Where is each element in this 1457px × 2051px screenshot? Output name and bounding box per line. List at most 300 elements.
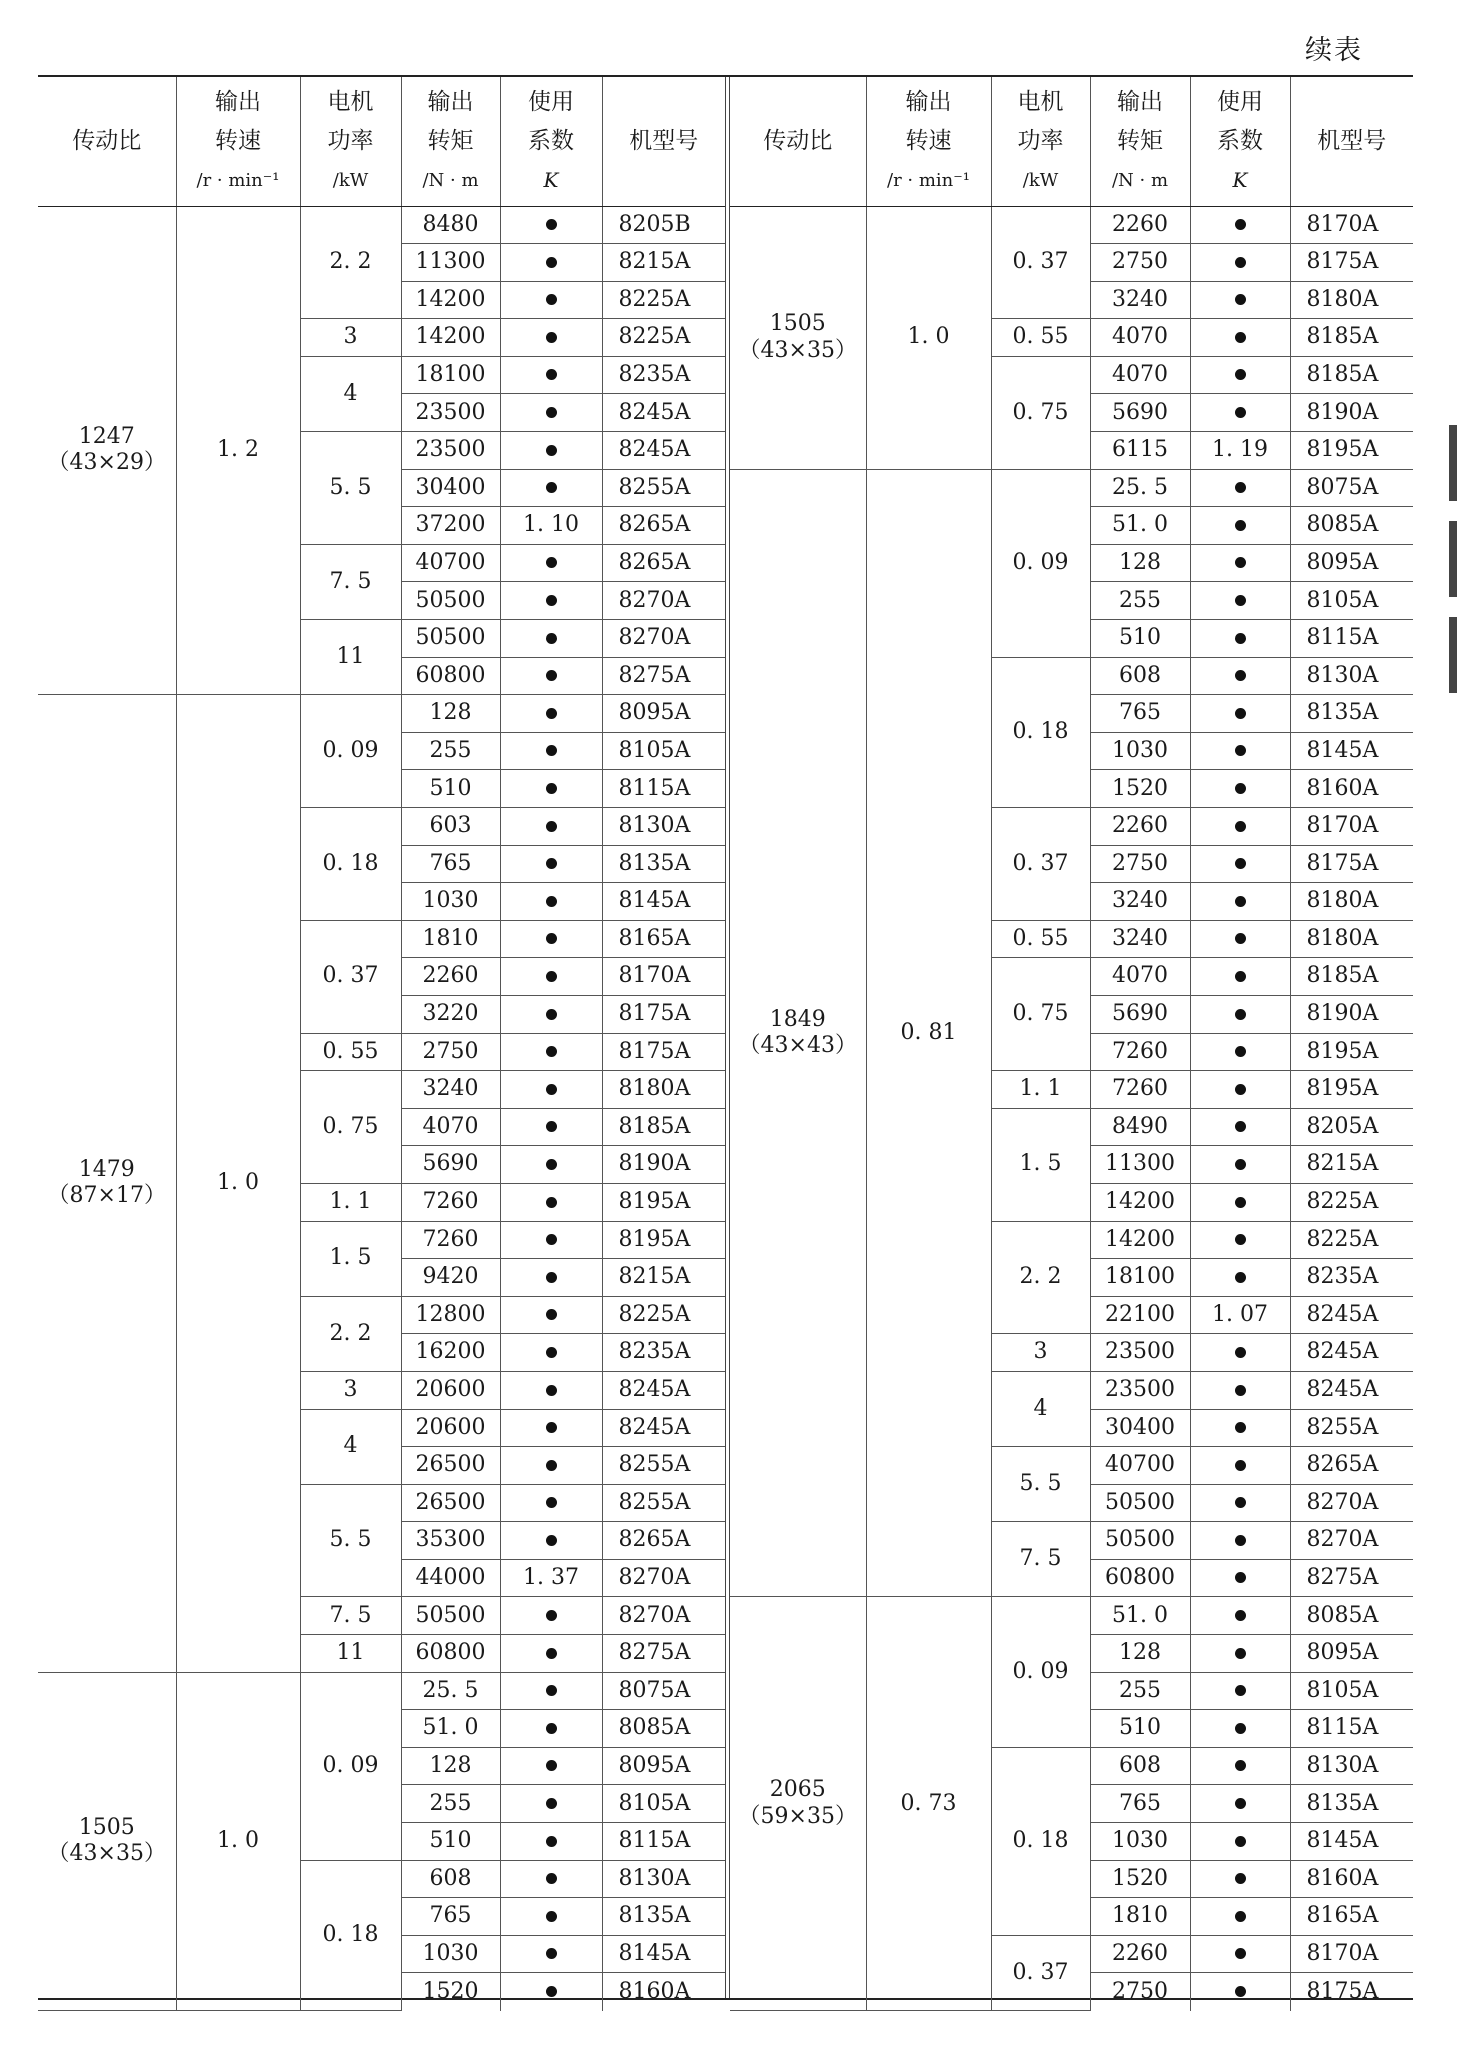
torque-cell: 1810: [1090, 1898, 1190, 1936]
model-number-cell: 8130A: [1290, 1747, 1413, 1785]
service-factor-cell: [500, 883, 602, 921]
header-ratio: 传动比: [38, 77, 176, 206]
bullet-dot-icon: [1235, 520, 1246, 531]
model-number-cell: 8160A: [1290, 770, 1413, 808]
header-output-torque: [401, 77, 500, 206]
bullet-dot-icon: [546, 1385, 557, 1396]
bullet-dot-icon: [1235, 369, 1246, 380]
torque-cell: 8480: [401, 206, 500, 244]
model-number-cell: 8135A: [1290, 1785, 1413, 1823]
table-row: [38, 695, 725, 733]
model-number-cell: 8115A: [602, 1823, 725, 1861]
gear-combination: （43×29）: [47, 450, 166, 476]
torque-cell: 7260: [401, 1221, 500, 1259]
table-row: [38, 1672, 725, 1710]
table-row: [730, 206, 1413, 244]
header-service-factor: [1190, 77, 1290, 206]
bullet-dot-icon: [546, 1197, 557, 1208]
service-factor-cell: [500, 920, 602, 958]
ratio-value: 1479: [78, 1157, 135, 1183]
bullet-dot-icon: [1235, 1159, 1246, 1170]
model-number-cell: 8265A: [602, 1522, 725, 1560]
model-number-cell: 8165A: [1290, 1898, 1413, 1936]
service-factor-cell: [1190, 958, 1290, 996]
bullet-dot-icon: [1235, 1084, 1246, 1095]
torque-cell: 40700: [1090, 1447, 1190, 1485]
gear-combination: （43×35）: [47, 1841, 166, 1867]
service-factor-cell: [1190, 770, 1290, 808]
model-number-cell: 8180A: [1290, 883, 1413, 921]
model-number-cell: 8245A: [602, 1409, 725, 1447]
motor-power-cell: 3: [300, 1371, 401, 1409]
motor-power-cell: 2. 2: [300, 206, 401, 319]
torque-cell: 23500: [401, 432, 500, 470]
table-row: [730, 1597, 1413, 1635]
service-factor-cell: [1190, 582, 1290, 620]
torque-cell: 11300: [1090, 1146, 1190, 1184]
bullet-dot-icon: [1235, 708, 1246, 719]
model-number-cell: 8225A: [602, 1296, 725, 1334]
torque-cell: 2750: [401, 1033, 500, 1071]
bullet-dot-icon: [546, 858, 557, 869]
torque-cell: 50500: [1090, 1522, 1190, 1560]
torque-cell: 4070: [1090, 356, 1190, 394]
torque-cell: 510: [401, 770, 500, 808]
torque-cell: 14200: [401, 281, 500, 319]
service-factor-cell: [1190, 1221, 1290, 1259]
service-factor-cell: [1190, 1033, 1290, 1071]
torque-cell: 14200: [1090, 1221, 1190, 1259]
torque-cell: 60800: [401, 657, 500, 695]
bullet-dot-icon: [1235, 1760, 1246, 1771]
service-factor-cell: [1190, 1973, 1290, 2011]
model-number-cell: 8185A: [1290, 319, 1413, 357]
header-service-factor-line: 系数: [528, 127, 574, 154]
header-ratio: 传动比: [730, 77, 866, 206]
model-number-cell: 8095A: [1290, 544, 1413, 582]
model-number-cell: 8265A: [602, 544, 725, 582]
bullet-dot-icon: [1235, 933, 1246, 944]
service-factor-cell: 1. 37: [500, 1559, 602, 1597]
bullet-dot-icon: [546, 1234, 557, 1245]
service-factor-cell: [1190, 1672, 1290, 1710]
table-row: [730, 469, 1413, 507]
header-motor-power-line: 功率: [1017, 127, 1064, 154]
motor-power-cell: 2. 2: [991, 1221, 1090, 1334]
bullet-dot-icon: [1235, 896, 1246, 907]
service-factor-cell: [1190, 244, 1290, 282]
motor-power-cell: 3: [991, 1334, 1090, 1372]
service-factor-cell: [500, 1710, 602, 1748]
header-row: [38, 77, 725, 206]
service-factor-cell: [500, 356, 602, 394]
torque-cell: 18100: [1090, 1259, 1190, 1297]
left-table-body: [38, 206, 725, 2011]
ratio-cell: [730, 206, 866, 469]
service-factor-cell: [1190, 206, 1290, 244]
service-factor-cell: [1190, 1409, 1290, 1447]
service-factor-cell: [500, 1635, 602, 1673]
torque-cell: 9420: [401, 1259, 500, 1297]
service-factor-cell: [1190, 1823, 1290, 1861]
service-factor-cell: [500, 1522, 602, 1560]
bullet-dot-icon: [546, 1121, 557, 1132]
bullet-dot-icon: [1235, 1422, 1246, 1433]
model-number-cell: 8195A: [602, 1183, 725, 1221]
service-factor-cell: [1190, 1747, 1290, 1785]
model-number-cell: 8085A: [602, 1710, 725, 1748]
bullet-dot-icon: [1235, 1046, 1246, 1057]
motor-power-cell: 0. 37: [300, 920, 401, 1033]
service-factor-cell: [500, 432, 602, 470]
service-factor-cell: [1190, 1183, 1290, 1221]
bullet-dot-icon: [1235, 783, 1246, 794]
bullet-dot-icon: [1235, 557, 1246, 568]
header-model: 机型号: [602, 77, 725, 206]
service-factor-cell: [500, 544, 602, 582]
torque-cell: 51. 0: [401, 1710, 500, 1748]
torque-cell: 22100: [1090, 1296, 1190, 1334]
model-number-cell: 8180A: [602, 1071, 725, 1109]
gear-combination: （87×17）: [47, 1183, 166, 1209]
ratio-value: 1849: [769, 1006, 826, 1032]
torque-cell: 4070: [1090, 958, 1190, 996]
service-factor-cell: 1. 07: [1190, 1296, 1290, 1334]
model-number-cell: 8135A: [602, 1898, 725, 1936]
service-factor-cell: [1190, 1898, 1290, 1936]
service-factor-cell: [1190, 1785, 1290, 1823]
torque-cell: 7260: [401, 1183, 500, 1221]
model-number-cell: 8170A: [1290, 206, 1413, 244]
torque-cell: 50500: [401, 1597, 500, 1635]
bullet-dot-icon: [1235, 745, 1246, 756]
motor-power-cell: 0. 75: [991, 958, 1090, 1071]
torque-cell: 128: [1090, 1635, 1190, 1673]
header-motor-power-line: 功率: [327, 127, 374, 154]
bullet-dot-icon: [546, 1948, 557, 1959]
header-motor-power-line: /kW: [332, 169, 369, 191]
bullet-dot-icon: [1235, 821, 1246, 832]
bullet-dot-icon: [546, 595, 557, 606]
service-factor-cell: [500, 582, 602, 620]
model-number-cell: 8270A: [602, 1559, 725, 1597]
service-factor-cell: [1190, 281, 1290, 319]
torque-cell: 765: [1090, 695, 1190, 733]
torque-cell: 4070: [401, 1108, 500, 1146]
model-number-cell: 8095A: [602, 695, 725, 733]
bullet-dot-icon: [1235, 1948, 1246, 1959]
output-speed-cell: 0. 81: [866, 469, 991, 1597]
model-number-cell: 8255A: [1290, 1409, 1413, 1447]
motor-power-cell: 0. 75: [300, 1071, 401, 1184]
service-factor-cell: [1190, 883, 1290, 921]
motor-power-cell: 1. 1: [300, 1183, 401, 1221]
service-factor-cell: [1190, 507, 1290, 545]
service-factor-cell: [1190, 319, 1290, 357]
torque-cell: 20600: [401, 1371, 500, 1409]
model-number-cell: 8255A: [602, 1447, 725, 1485]
bullet-dot-icon: [1235, 1723, 1246, 1734]
bullet-dot-icon: [546, 257, 557, 268]
torque-cell: 60800: [401, 1635, 500, 1673]
bullet-dot-icon: [546, 1760, 557, 1771]
bullet-dot-icon: [546, 1836, 557, 1847]
bullet-dot-icon: [1235, 1197, 1246, 1208]
service-factor-cell: [1190, 732, 1290, 770]
bullet-dot-icon: [546, 445, 557, 456]
service-factor-cell: [500, 958, 602, 996]
service-factor-cell: [500, 1935, 602, 1973]
torque-cell: 4070: [1090, 319, 1190, 357]
torque-cell: 6115: [1090, 432, 1190, 470]
service-factor-cell: [500, 1898, 602, 1936]
service-factor-cell: [1190, 1710, 1290, 1748]
service-factor-cell: [500, 1183, 602, 1221]
torque-cell: 37200: [401, 507, 500, 545]
torque-cell: 510: [1090, 1710, 1190, 1748]
torque-cell: 44000: [401, 1559, 500, 1597]
service-factor-cell: [500, 1371, 602, 1409]
service-factor-cell: [1190, 1597, 1290, 1635]
torque-cell: 608: [401, 1860, 500, 1898]
header-motor-power-line: 电机: [327, 88, 374, 115]
model-number-cell: 8085A: [1290, 507, 1413, 545]
service-factor-cell: [1190, 394, 1290, 432]
service-factor-cell: [1190, 1484, 1290, 1522]
output-speed-cell: 1. 2: [176, 206, 300, 695]
model-number-cell: 8270A: [602, 582, 725, 620]
torque-cell: 23500: [1090, 1334, 1190, 1372]
motor-power-cell: 4: [300, 356, 401, 431]
torque-cell: 14200: [1090, 1183, 1190, 1221]
output-speed-cell: 0. 73: [866, 1597, 991, 2011]
bullet-dot-icon: [546, 821, 557, 832]
bullet-dot-icon: [546, 332, 557, 343]
model-number-cell: 8130A: [602, 808, 725, 846]
model-number-cell: 8190A: [602, 1146, 725, 1184]
torque-cell: 50500: [1090, 1484, 1190, 1522]
torque-cell: 1520: [401, 1973, 500, 2011]
ratio-cell: [730, 1597, 866, 2011]
torque-cell: 2750: [1090, 244, 1190, 282]
right-table: [730, 77, 1413, 2011]
torque-cell: 5690: [1090, 394, 1190, 432]
bullet-dot-icon: [546, 1309, 557, 1320]
torque-cell: 26500: [401, 1447, 500, 1485]
model-number-cell: 8115A: [1290, 620, 1413, 658]
model-number-cell: 8135A: [602, 845, 725, 883]
motor-power-cell: 4: [300, 1409, 401, 1484]
motor-power-cell: 0. 55: [991, 319, 1090, 357]
model-number-cell: 8245A: [1290, 1371, 1413, 1409]
bullet-dot-icon: [546, 407, 557, 418]
header-service-factor-line: K: [1232, 167, 1248, 192]
header-output-speed-line: 转速: [905, 127, 952, 154]
bullet-dot-icon: [546, 1422, 557, 1433]
bullet-dot-icon: [1235, 294, 1246, 305]
bullet-dot-icon: [546, 219, 557, 230]
bullet-dot-icon: [546, 1648, 557, 1659]
header-output-speed-line: 转速: [215, 127, 261, 154]
service-factor-cell: [500, 469, 602, 507]
model-number-cell: 8195A: [602, 1221, 725, 1259]
service-factor-cell: [500, 1296, 602, 1334]
torque-cell: 3240: [1090, 883, 1190, 921]
bullet-dot-icon: [546, 783, 557, 794]
model-number-cell: 8190A: [1290, 394, 1413, 432]
model-number-cell: 8245A: [602, 432, 725, 470]
output-speed-cell: 1. 0: [176, 695, 300, 1672]
header-output-torque-line: /N · m: [1111, 169, 1169, 191]
service-factor-cell: [500, 1146, 602, 1184]
ratio-value: 1505: [769, 311, 826, 337]
bullet-dot-icon: [1235, 407, 1246, 418]
torque-cell: 603: [401, 808, 500, 846]
service-factor-cell: [500, 1409, 602, 1447]
bullet-dot-icon: [1235, 633, 1246, 644]
model-number-cell: 8225A: [602, 281, 725, 319]
torque-cell: 23500: [1090, 1371, 1190, 1409]
bullet-dot-icon: [1235, 482, 1246, 493]
bullet-dot-icon: [1235, 1234, 1246, 1245]
service-factor-cell: [500, 206, 602, 244]
output-speed-cell: 1. 0: [866, 206, 991, 469]
bullet-dot-icon: [1235, 1836, 1246, 1847]
torque-cell: 1030: [1090, 732, 1190, 770]
torque-cell: 510: [1090, 620, 1190, 658]
service-factor-cell: [500, 1597, 602, 1635]
model-number-cell: 8075A: [602, 1672, 725, 1710]
bullet-dot-icon: [1235, 1460, 1246, 1471]
header-output-speed-line: 输出: [905, 88, 952, 115]
service-factor-cell: [500, 281, 602, 319]
service-factor-cell: [500, 319, 602, 357]
motor-power-cell: 0. 09: [300, 695, 401, 808]
motor-power-cell: 5. 5: [991, 1447, 1090, 1522]
model-number-cell: 8175A: [602, 995, 725, 1033]
header-output-torque-line: 输出: [427, 88, 474, 115]
torque-cell: 14200: [401, 319, 500, 357]
torque-cell: 8490: [1090, 1108, 1190, 1146]
model-number-cell: 8130A: [602, 1860, 725, 1898]
torque-cell: 2750: [1090, 845, 1190, 883]
service-factor-cell: [500, 1071, 602, 1109]
motor-power-cell: 0. 18: [300, 808, 401, 921]
header-service-factor: [500, 77, 602, 206]
service-factor-cell: [500, 1672, 602, 1710]
service-factor-cell: [1190, 657, 1290, 695]
bullet-dot-icon: [1235, 858, 1246, 869]
bullet-dot-icon: [546, 1084, 557, 1095]
service-factor-cell: [500, 995, 602, 1033]
model-number-cell: 8145A: [602, 883, 725, 921]
model-number-cell: 8195A: [1290, 1033, 1413, 1071]
model-number-cell: 8095A: [602, 1747, 725, 1785]
bullet-dot-icon: [546, 557, 557, 568]
torque-cell: 20600: [401, 1409, 500, 1447]
table-container: [38, 75, 1413, 2004]
model-number-cell: 8130A: [1290, 657, 1413, 695]
motor-power-cell: 0. 37: [991, 808, 1090, 921]
motor-power-cell: 5. 5: [300, 432, 401, 545]
model-number-cell: 8190A: [1290, 995, 1413, 1033]
ratio-cell: [38, 206, 176, 695]
model-number-cell: 8145A: [1290, 732, 1413, 770]
torque-cell: 1030: [401, 883, 500, 921]
header-output-torque: [1090, 77, 1190, 206]
motor-power-cell: 3: [300, 319, 401, 357]
service-factor-cell: [500, 657, 602, 695]
model-number-cell: 8205A: [1290, 1108, 1413, 1146]
bullet-dot-icon: [1235, 332, 1246, 343]
bullet-dot-icon: [546, 1159, 557, 1170]
model-number-cell: 8160A: [602, 1973, 725, 2011]
model-number-cell: 8255A: [602, 1484, 725, 1522]
motor-power-cell: 0. 37: [991, 206, 1090, 319]
service-factor-cell: [500, 1221, 602, 1259]
torque-cell: 765: [401, 1898, 500, 1936]
model-number-cell: 8115A: [1290, 1710, 1413, 1748]
torque-cell: 25. 5: [1090, 469, 1190, 507]
model-number-cell: 8105A: [1290, 582, 1413, 620]
torque-cell: 3240: [1090, 920, 1190, 958]
bullet-dot-icon: [546, 1046, 557, 1057]
service-factor-cell: [500, 1860, 602, 1898]
torque-cell: 2260: [401, 958, 500, 996]
model-number-cell: 8265A: [602, 507, 725, 545]
service-factor-cell: [1190, 695, 1290, 733]
model-number-cell: 8145A: [1290, 1823, 1413, 1861]
bullet-dot-icon: [546, 369, 557, 380]
torque-cell: 255: [1090, 1672, 1190, 1710]
bullet-dot-icon: [546, 1497, 557, 1508]
model-number-cell: 8270A: [1290, 1522, 1413, 1560]
motor-power-cell: 5. 5: [300, 1484, 401, 1597]
model-number-cell: 8225A: [602, 319, 725, 357]
service-factor-cell: [500, 808, 602, 846]
header-row: [730, 77, 1413, 206]
torque-cell: 7260: [1090, 1071, 1190, 1109]
torque-cell: 30400: [401, 469, 500, 507]
model-number-cell: 8225A: [1290, 1183, 1413, 1221]
model-number-cell: 8170A: [1290, 1935, 1413, 1973]
header-output-torque-line: 转矩: [427, 127, 474, 154]
torque-cell: 12800: [401, 1296, 500, 1334]
bullet-dot-icon: [546, 1347, 557, 1358]
service-factor-cell: [1190, 620, 1290, 658]
service-factor-cell: 1. 19: [1190, 432, 1290, 470]
header-service-factor-line: K: [543, 167, 559, 192]
bullet-dot-icon: [546, 1798, 557, 1809]
service-factor-cell: [500, 1259, 602, 1297]
service-factor-cell: [1190, 995, 1290, 1033]
torque-cell: 1030: [1090, 1823, 1190, 1861]
torque-cell: 26500: [401, 1484, 500, 1522]
header-motor-power: [300, 77, 401, 206]
header-motor-power-line: 电机: [1017, 88, 1064, 115]
service-factor-cell: [500, 845, 602, 883]
motor-power-cell: 1. 1: [991, 1071, 1090, 1109]
header-output-torque-line: /N · m: [422, 169, 479, 191]
torque-cell: 3240: [401, 1071, 500, 1109]
model-number-cell: 8145A: [602, 1935, 725, 1973]
model-number-cell: 8205B: [602, 206, 725, 244]
gear-combination: （43×43）: [738, 1033, 857, 1059]
torque-cell: 3240: [1090, 281, 1190, 319]
model-number-cell: 8215A: [602, 244, 725, 282]
service-factor-cell: [1190, 544, 1290, 582]
service-factor-cell: [1190, 1635, 1290, 1673]
